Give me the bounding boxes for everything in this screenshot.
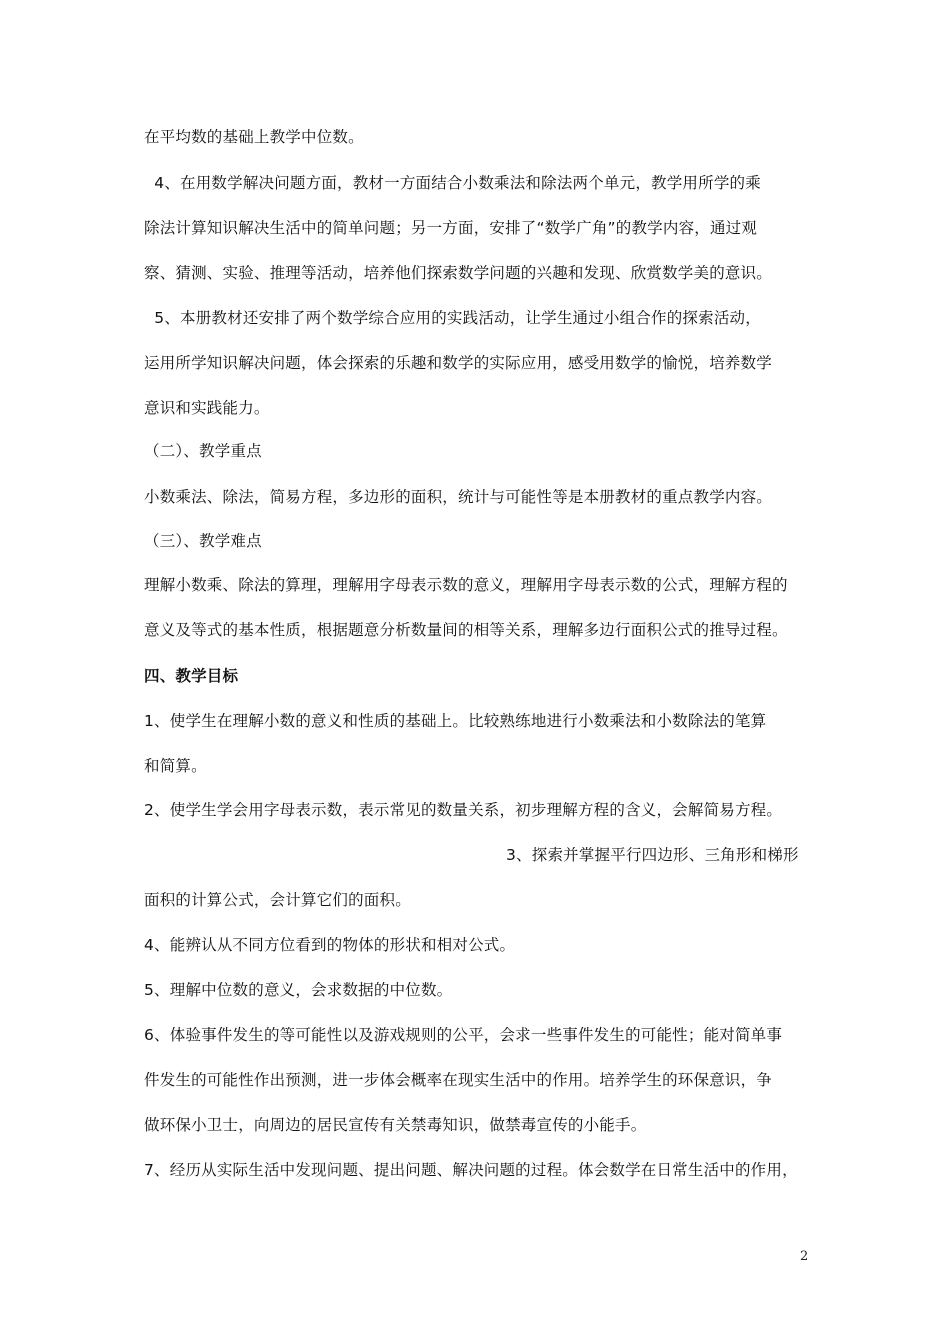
text-line: 件发生的可能性作出预测，进一步体会概率在现实生活中的作用。培养学生的环保意识，争	[144, 1071, 773, 1089]
text-line: 面积的计算公式，会计算它们的面积。	[144, 891, 411, 909]
text-line: 1、使学生在理解小数的意义和性质的基础上。比较熟练地进行小数乘法和小数除法的笔算	[144, 712, 767, 730]
text-line: 理解小数乘、除法的算理，理解用字母表示数的意义，理解用字母表示数的公式，理解方程的	[144, 576, 788, 594]
text-line: 7、经历从实际生活中发现问题、提出问题、解决问题的过程。体会数学在日常生活中的作用，	[144, 1161, 798, 1179]
text-line: 6、体验事件发生的等可能性以及游戏规则的公平，会求一些事件发生的可能性；能对简单事	[144, 1026, 783, 1044]
text-line: 和简算。	[144, 757, 207, 775]
text-line: 2、使学生学会用字母表示数，表示常见的数量关系，初步理解方程的含义，会解简易方程。	[144, 801, 783, 819]
text-line: 5、理解中位数的意义，会求数据的中位数。	[144, 981, 453, 999]
text-line: 运用所学知识解决问题，体会探索的乐趣和数学的实际应用，感受用数学的愉悦，培养数学	[144, 354, 773, 372]
section-heading-teaching-goals: 四、教学目标	[144, 667, 239, 685]
paragraph-4-line-1: 4、在用数学解决问题方面，教材一方面结合小数乘法和除法两个单元，教学用所学的乘	[144, 174, 761, 192]
text-line: 做环保小卫士，向周边的居民宣传有关禁毒知识，做禁毒宣传的小能手。	[144, 1116, 647, 1134]
text-line: 察、猜测、实验、推理等活动，培养他们探索数学问题的兴趣和发现、欣赏数学美的意识。	[144, 264, 773, 282]
text-line: 在平均数的基础上教学中位数。	[144, 128, 364, 146]
text-line: 意义及等式的基本性质，根据题意分析数量间的相等关系，理解多边行面积公式的推导过程。	[144, 621, 788, 639]
text-line: 小数乘法、除法，简易方程，多边形的面积，统计与可能性等是本册教材的重点教学内容。	[144, 488, 773, 506]
section-heading-teaching-difficulty: （三）、教学难点	[144, 532, 262, 550]
goal-3-line-1: 3、探索并掌握平行四边形、三角形和梯形	[506, 846, 799, 864]
paragraph-5-line-1: 5、本册教材还安排了两个数学综合应用的实践活动，让学生通过小组合作的探索活动，	[144, 309, 761, 327]
section-heading-teaching-focus: （二）、教学重点	[144, 442, 262, 460]
text-line: 除法计算知识解决生活中的简单问题；另一方面，安排了“数学广角”的教学内容，通过观	[144, 219, 758, 237]
text-line: 4、能辨认从不同方位看到的物体的形状和相对公式。	[144, 936, 516, 954]
page-number: 2	[800, 1249, 809, 1264]
text-line: 意识和实践能力。	[144, 399, 270, 417]
